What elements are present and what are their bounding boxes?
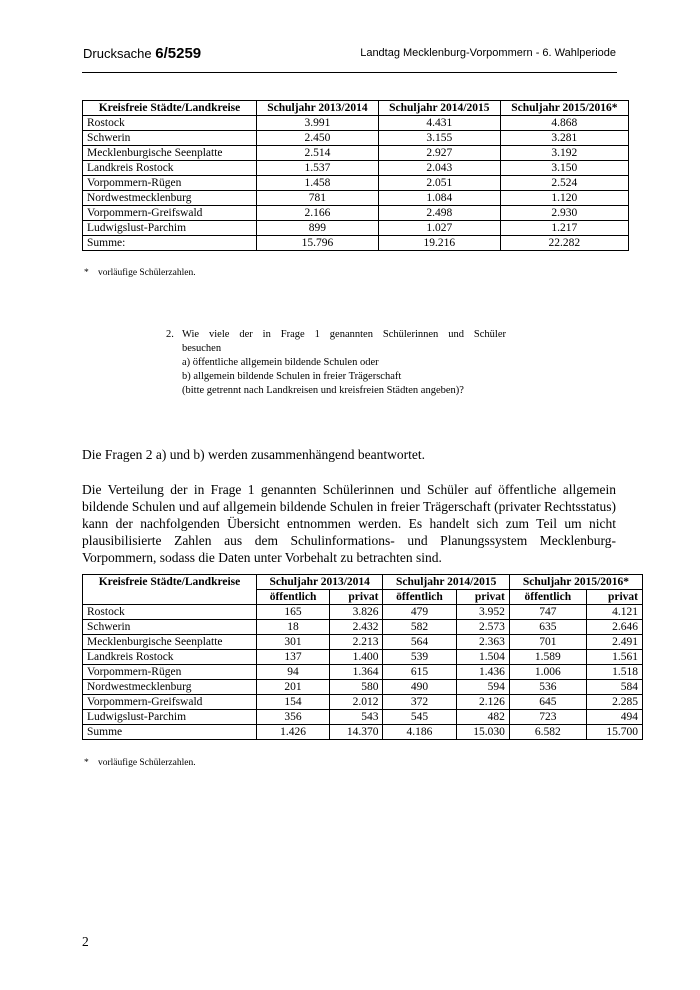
table-cell: 490: [383, 680, 456, 695]
table-cell: 356: [257, 710, 330, 725]
table-row: [83, 695, 643, 710]
table-cell: 564: [383, 635, 456, 650]
table-cell: 19.216: [378, 236, 500, 251]
table-cell: 1.217: [500, 221, 628, 236]
footnote: [84, 268, 196, 278]
row-label: Ludwigslust-Parchim: [83, 710, 257, 725]
drucksache-number: 6/5259: [155, 45, 202, 62]
table-row: [83, 146, 629, 161]
table-row: [83, 161, 629, 176]
subheader-public: öffentlich: [509, 590, 586, 605]
table-cell: 4.121: [586, 605, 642, 620]
table-cell: 539: [383, 650, 456, 665]
table-row: [83, 635, 643, 650]
table-cell: 1.537: [257, 161, 379, 176]
column-header-region: Kreisfreie Städte/Landkreise: [83, 575, 257, 605]
table-cell: 1.426: [257, 725, 330, 740]
table-cell: 635: [509, 620, 586, 635]
table-row: [83, 206, 629, 221]
table-cell: 580: [330, 680, 383, 695]
row-label: Mecklenburgische Seenplatte: [83, 146, 257, 161]
table-cell: 2.927: [378, 146, 500, 161]
row-label: Summe: [83, 725, 257, 740]
table-cell: 2.043: [378, 161, 500, 176]
page-number: 2: [82, 934, 89, 949]
table-cell: 15.030: [456, 725, 509, 740]
table-cell: 372: [383, 695, 456, 710]
table-cell: 1.518: [586, 665, 642, 680]
row-label: Mecklenburgische Seenplatte: [83, 635, 257, 650]
row-label: Rostock: [83, 116, 257, 131]
table-cell: 3.991: [257, 116, 379, 131]
table-cell: 165: [257, 605, 330, 620]
table-cell: 1.027: [378, 221, 500, 236]
table-cell: 2.514: [257, 146, 379, 161]
table-row: [83, 605, 643, 620]
footnote-mark: *: [84, 758, 89, 768]
table-cell: 3.192: [500, 146, 628, 161]
table-cell: 22.282: [500, 236, 628, 251]
public-private-table: [82, 574, 643, 740]
question-line: besuchen: [182, 343, 222, 354]
table-cell: 479: [383, 605, 456, 620]
table-cell: 543: [330, 710, 383, 725]
table-cell: 2.363: [456, 635, 509, 650]
row-label: Rostock: [83, 605, 257, 620]
table-cell: 781: [257, 191, 379, 206]
table-cell: 18: [257, 620, 330, 635]
table-cell: 1.006: [509, 665, 586, 680]
table-cell: 2.285: [586, 695, 642, 710]
column-header-region: Kreisfreie Städte/Landkreise: [83, 101, 257, 116]
table-cell: 3.150: [500, 161, 628, 176]
table-cell: 1.504: [456, 650, 509, 665]
row-label: Schwerin: [83, 131, 257, 146]
table-row: [83, 665, 643, 680]
table-cell: 4.868: [500, 116, 628, 131]
table-cell: 899: [257, 221, 379, 236]
row-label: Vorpommern-Greifswald: [83, 695, 257, 710]
pupils-table: [82, 100, 629, 251]
table-row: [83, 620, 643, 635]
question-line: [166, 328, 506, 342]
row-label: Landkreis Rostock: [83, 161, 257, 176]
table-row: [83, 131, 629, 146]
table-cell: 594: [456, 680, 509, 695]
table-cell: 2.498: [378, 206, 500, 221]
table-cell: 301: [257, 635, 330, 650]
table-cell: 747: [509, 605, 586, 620]
table-cell: 2.012: [330, 695, 383, 710]
table-cell: 545: [383, 710, 456, 725]
table-cell: 2.213: [330, 635, 383, 650]
column-header-year: Schuljahr 2014/2015: [383, 575, 509, 590]
table-cell: 2.432: [330, 620, 383, 635]
parliament-label: Landtag Mecklenburg-Vorpommern - 6. Wahlperiode: [360, 47, 616, 59]
table-cell: 154: [257, 695, 330, 710]
table-cell: 723: [509, 710, 586, 725]
table-row: [83, 710, 643, 725]
question-item-a: a) öffentliche allgemein bildende Schulen oder: [182, 357, 379, 368]
table-cell: 494: [586, 710, 642, 725]
table-cell: 2.450: [257, 131, 379, 146]
table-cell: 1.120: [500, 191, 628, 206]
table-row: [83, 680, 643, 695]
row-label: Vorpommern-Rügen: [83, 665, 257, 680]
table-cell: 1.364: [330, 665, 383, 680]
table-row: [83, 176, 629, 191]
drucksache-prefix: Drucksache: [83, 46, 156, 61]
row-label: Ludwigslust-Parchim: [83, 221, 257, 236]
answer-paragraph: Die Fragen 2 a) und b) werden zusammenhängend beantwortet.: [82, 447, 426, 462]
drucksache-label: [83, 45, 201, 62]
table-header-row: [83, 101, 629, 116]
column-header-year: Schuljahr 2015/2016*: [500, 101, 628, 116]
footnote-text: vorläufige Schülerzahlen.: [98, 268, 196, 278]
table-cell: 4.186: [383, 725, 456, 740]
table-row: [83, 725, 643, 740]
table-cell: 2.573: [456, 620, 509, 635]
table-cell: 6.582: [509, 725, 586, 740]
question-block: [166, 328, 506, 398]
table-row: [83, 236, 629, 251]
footnote-mark: *: [84, 268, 89, 278]
table-cell: 701: [509, 635, 586, 650]
row-label: Schwerin: [83, 620, 257, 635]
question-note: (bitte getrennt nach Landkreisen und kreisfreien Städten angeben)?: [182, 385, 464, 396]
row-label: Vorpommern-Greifswald: [83, 206, 257, 221]
table-cell: 615: [383, 665, 456, 680]
table-cell: 2.166: [257, 206, 379, 221]
table-cell: 15.796: [257, 236, 379, 251]
table-cell: 2.930: [500, 206, 628, 221]
table-cell: 2.646: [586, 620, 642, 635]
row-label: Landkreis Rostock: [83, 650, 257, 665]
subheader-public: öffentlich: [383, 590, 456, 605]
table-body: [83, 116, 629, 251]
table-row: [83, 116, 629, 131]
row-label: Summe:: [83, 236, 257, 251]
row-label: Vorpommern-Rügen: [83, 176, 257, 191]
table-cell: 1.084: [378, 191, 500, 206]
table-row: [83, 221, 629, 236]
table-cell: 1.589: [509, 650, 586, 665]
table-cell: 94: [257, 665, 330, 680]
subheader-private: privat: [456, 590, 509, 605]
table-row: [83, 191, 629, 206]
table-cell: 201: [257, 680, 330, 695]
column-header-year: Schuljahr 2015/2016*: [509, 575, 642, 590]
table-header-row: [83, 575, 643, 590]
question-number: 2.: [166, 329, 174, 340]
table-cell: 2.126: [456, 695, 509, 710]
table-cell: 1.561: [586, 650, 642, 665]
subheader-private: privat: [330, 590, 383, 605]
table-cell: 4.431: [378, 116, 500, 131]
question-text: Wie viele der in Frage 1 genannten Schülerinnen und Schüler: [182, 329, 506, 340]
page-header: [82, 40, 617, 73]
table-row: [83, 650, 643, 665]
row-label: Nordwestmecklenburg: [83, 191, 257, 206]
table-cell: 2.491: [586, 635, 642, 650]
column-header-year: Schuljahr 2013/2014: [257, 575, 383, 590]
table-cell: 3.952: [456, 605, 509, 620]
table-cell: 536: [509, 680, 586, 695]
column-header-year: Schuljahr 2013/2014: [257, 101, 379, 116]
table-cell: 1.436: [456, 665, 509, 680]
table-cell: 1.458: [257, 176, 379, 191]
table-cell: 137: [257, 650, 330, 665]
table-cell: 2.524: [500, 176, 628, 191]
table-body: [83, 605, 643, 740]
table-cell: 1.400: [330, 650, 383, 665]
question-item-b: b) allgemein bildende Schulen in freier Trägerschaft: [182, 371, 402, 382]
subheader-public: öffentlich: [257, 590, 330, 605]
table-cell: 3.826: [330, 605, 383, 620]
footnote-text: vorläufige Schülerzahlen.: [98, 758, 196, 768]
footnote: [84, 758, 196, 768]
table-cell: 582: [383, 620, 456, 635]
table-cell: 645: [509, 695, 586, 710]
table-cell: 482: [456, 710, 509, 725]
subheader-private: privat: [586, 590, 642, 605]
table-cell: 2.051: [378, 176, 500, 191]
table-cell: 14.370: [330, 725, 383, 740]
answer-paragraph: Die Verteilung der in Frage 1 genannten Schülerinnen und Schüler auf öffentliche allgemein bildende Schulen und auf allgemein bildende Schulen in freier Trägerschaft (privater Rechtsstatus) kann der nachfolgenden Übersicht entnommen werden. Es handelt sich zum Teil um nicht plausibilisierte Zahlen aus dem Schulinformations- und Planungssystem Mecklenburg-Vorpommern, sodass die Daten unter Vorbehalt zu betrachten sind.: [82, 482, 616, 565]
row-label: Nordwestmecklenburg: [83, 680, 257, 695]
table-cell: 3.281: [500, 131, 628, 146]
column-header-year: Schuljahr 2014/2015: [378, 101, 500, 116]
table-cell: 15.700: [586, 725, 642, 740]
table-cell: 584: [586, 680, 642, 695]
table-cell: 3.155: [378, 131, 500, 146]
